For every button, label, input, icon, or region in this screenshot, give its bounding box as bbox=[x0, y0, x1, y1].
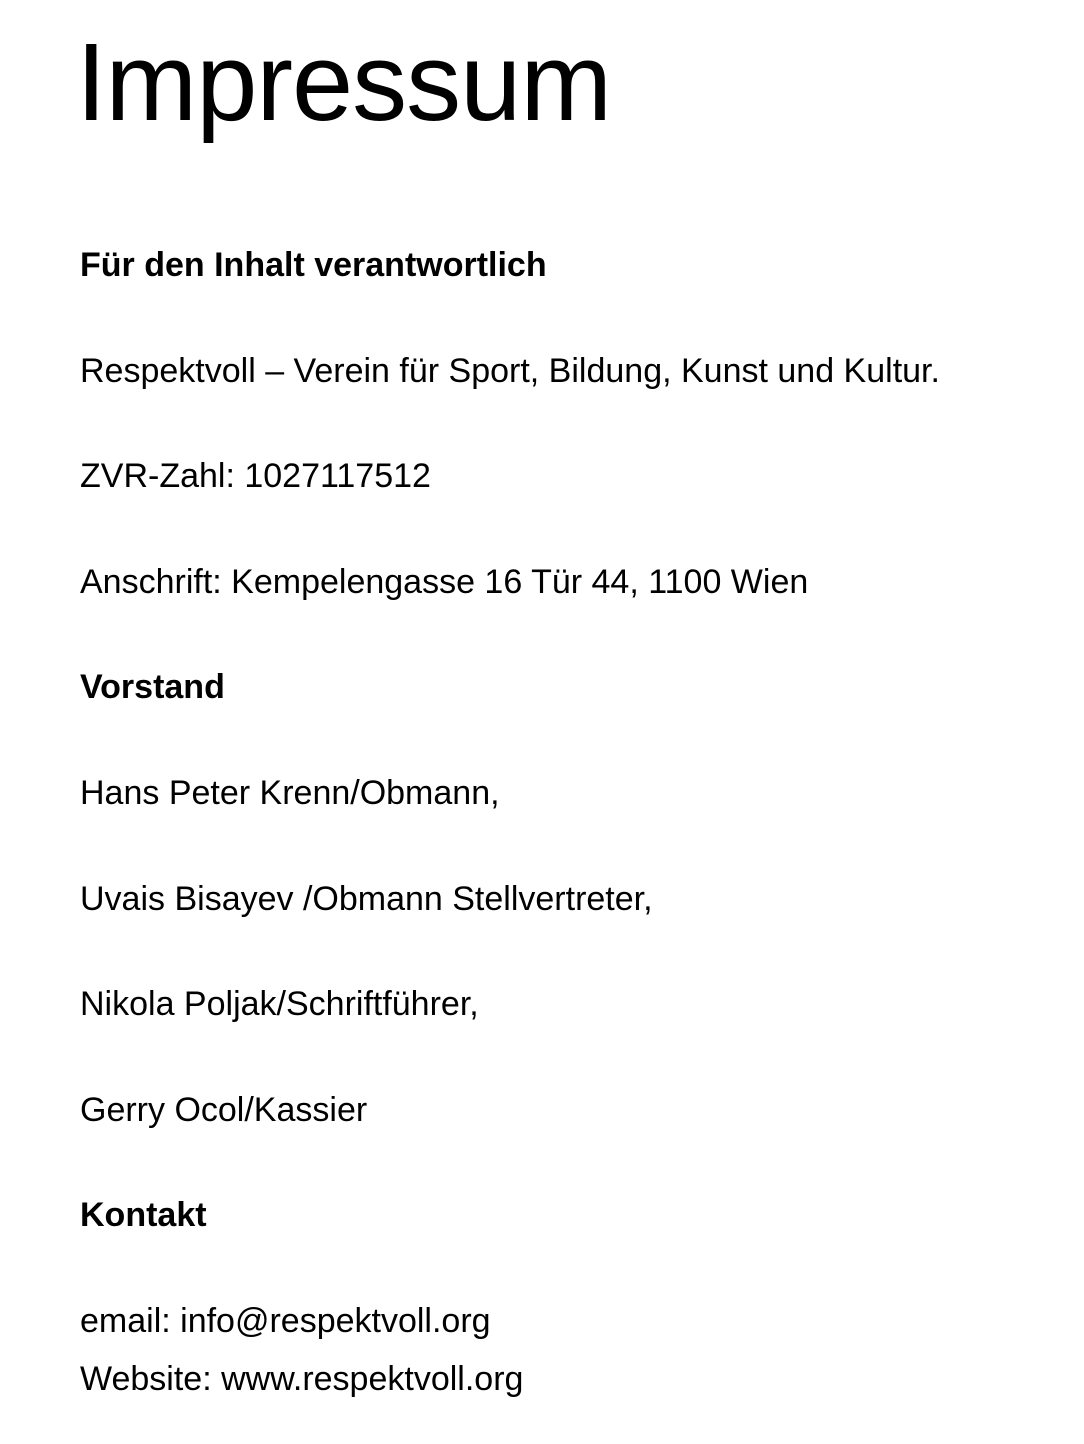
board-member: Gerry Ocol/Kassier bbox=[80, 1091, 368, 1129]
board-member: Nikola Poljak/Schriftführer, bbox=[80, 985, 479, 1023]
contact-heading: Kontakt bbox=[80, 1196, 207, 1234]
page-title: Impressum bbox=[76, 21, 611, 144]
responsible-heading: Für den Inhalt verantwortlich bbox=[80, 246, 547, 284]
contact-website: Website: www.respektvoll.org bbox=[80, 1360, 524, 1398]
board-heading: Vorstand bbox=[80, 668, 225, 706]
organization-name: Respektvoll – Verein für Sport, Bildung, Kunst und Kultur. bbox=[80, 352, 940, 390]
board-member: Hans Peter Krenn/Obmann, bbox=[80, 774, 500, 812]
address: Anschrift: Kempelengasse 16 Tür 44, 1100 Wien bbox=[80, 563, 809, 601]
contact-email: email: info@respektvoll.org bbox=[80, 1302, 491, 1340]
zvr-number: ZVR-Zahl: 1027117512 bbox=[80, 457, 431, 495]
board-member: Uvais Bisayev /Obmann Stellvertreter, bbox=[80, 880, 653, 918]
